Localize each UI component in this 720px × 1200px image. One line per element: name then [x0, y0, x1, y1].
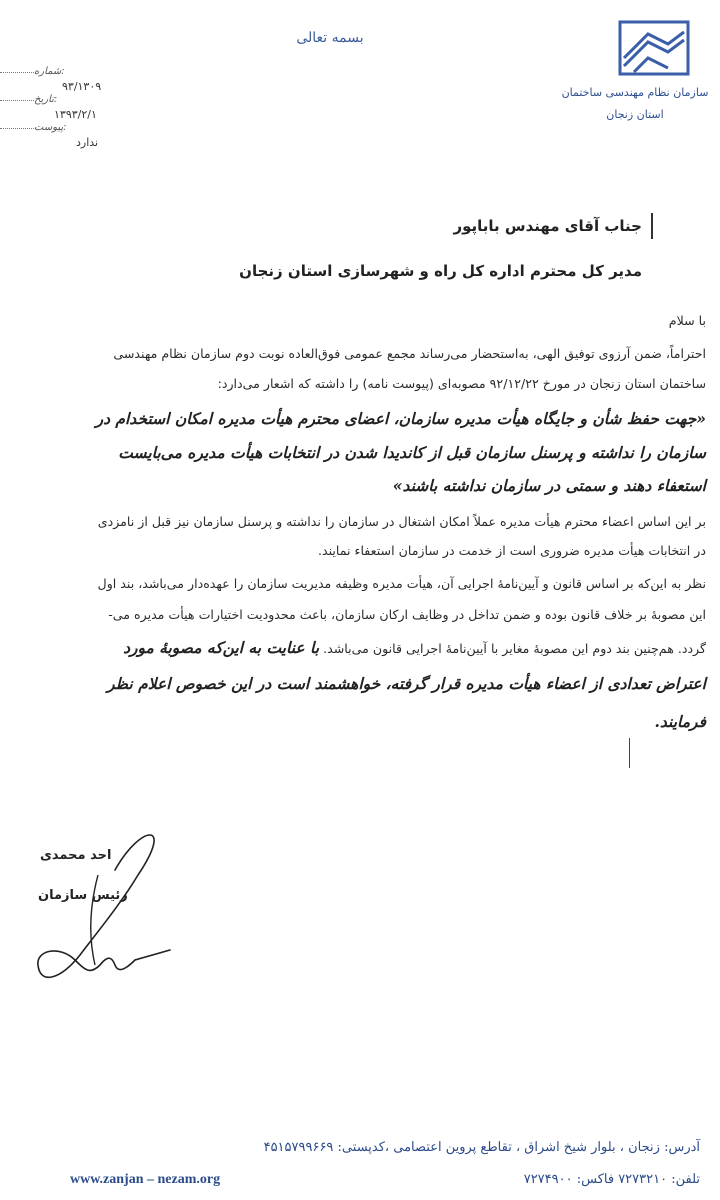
dotted-line	[0, 100, 34, 101]
footer-website: www.zanjan – nezam.org	[70, 1172, 221, 1187]
paragraph-1-line-1: احتراماً، ضمن آرزوی توفیق الهی، به‌استحضار می‌رساند مجمع عمومی فوق‌العاده نوبت دوم سازمان نظام مهندسی	[113, 346, 706, 361]
letter-number-label: شماره:	[34, 66, 65, 77]
footer-phone-fax: تلفن: ۷۲۷۳۲۱۰ فاکس: ۷۲۷۴۹۰۰	[523, 1172, 700, 1187]
letter-attachment-row	[0, 122, 140, 149]
paragraph-3-line-3-emphasis: با عنایت به این‌که مصوبهٔ مورد	[123, 638, 320, 657]
paragraph-3-line-5: فرمایند.	[654, 712, 706, 731]
addressee-title: مدیر کل محترم اداره کل راه و شهرسازی استان زنجان	[239, 262, 642, 280]
signatory-title: رئیس سازمان	[38, 888, 128, 903]
signatory-name: احد محمدی	[40, 848, 112, 863]
addressee: جناب آقای مهندس باباپور	[453, 217, 642, 235]
organization-name-line1: سازمان نظام مهندسی ساختمان	[561, 86, 709, 99]
quoted-resolution-line-3: استعفاء دهند و سمتی در سازمان نداشته باشند»	[392, 476, 706, 495]
paragraph-3-line-1: نظر به این‌که بر اساس قانون و آیین‌نامهٔ اجرایی آن، هیأت مدیره وظیفه مدیریت سازمان را عهده‌دار می‌باشد، بند اول	[97, 576, 706, 591]
quoted-resolution-line-1: «جهت حفظ شأن و جایگاه هیأت مدیره سازمان، اعضای محترم هیأت مدیره امکان استخدام در	[95, 409, 706, 428]
paragraph-3-line-3-text: گردد. هم‌چنین بند دوم این مصوبهٔ مغایر با آیین‌نامهٔ اجرایی قانون می‌باشد.	[323, 641, 706, 656]
bismillah-heading: بسمه تعالی	[296, 30, 364, 46]
paragraph-3-line-4: اعتراض تعدادی از اعضاء هیأت مدیره قرار گرفته، خواهشمند است در این خصوص اعلام نظر	[107, 674, 706, 693]
organization-name-line2: استان زنجان	[606, 108, 664, 121]
paragraph-1-line-2: ساختمان استان زنجان در مورخ ۹۲/۱۲/۲۲ مصوبه‌ای (پیوست نامه) را داشته که اشعار می‌دارد:	[217, 376, 706, 391]
letter-date-label: تاریخ:	[34, 94, 58, 105]
organization-logo-icon	[618, 18, 690, 78]
letter-number-row	[0, 66, 140, 93]
margin-mark	[629, 738, 630, 768]
letter-date-row	[0, 94, 140, 121]
letter-date-value: ۱۳۹۳/۲/۱	[54, 108, 97, 121]
paragraph-2-line-1: بر این اساس اعضاء محترم هیأت مدیره عملاً امکان اشتغال در سازمان را نداشته و پرسنل سازمان نیز قبل از نامزدی	[97, 514, 706, 529]
dotted-line	[0, 128, 34, 129]
paragraph-2-line-2: در انتخابات هیأت مدیره ضروری است از خدمت در سازمان استعفاء نمایند.	[318, 543, 706, 558]
margin-mark	[651, 213, 653, 239]
organization-name	[560, 82, 710, 126]
quoted-resolution-line-2: سازمان را نداشته و پرسنل سازمان قبل از کاندیدا شدن در انتخابات هیأت مدیره می‌بایست	[118, 443, 706, 462]
paragraph-3-line-3	[6, 634, 706, 663]
dotted-line	[0, 72, 34, 73]
letter-attachment-label: پیوست:	[34, 122, 67, 133]
paragraph-3-line-2: این مصوبهٔ بر خلاف قانون بوده و ضمن تداخل در وظایف ارکان سازمان، باعث محدودیت اختیارات هیأت مدیره می-	[108, 607, 706, 622]
handwritten-signature	[20, 815, 190, 995]
letter-number-value: ۹۳/۱۳۰۹	[62, 80, 102, 93]
greeting: با سلام	[668, 313, 706, 328]
footer-address: آدرس: زنجان ، بلوار شیخ اشراق ، تقاطع پروین اعتصامی ،کدپستی: ۴۵۱۵۷۹۹۶۶۹	[263, 1140, 700, 1155]
letter-attachment-value: ندارد	[76, 136, 99, 149]
